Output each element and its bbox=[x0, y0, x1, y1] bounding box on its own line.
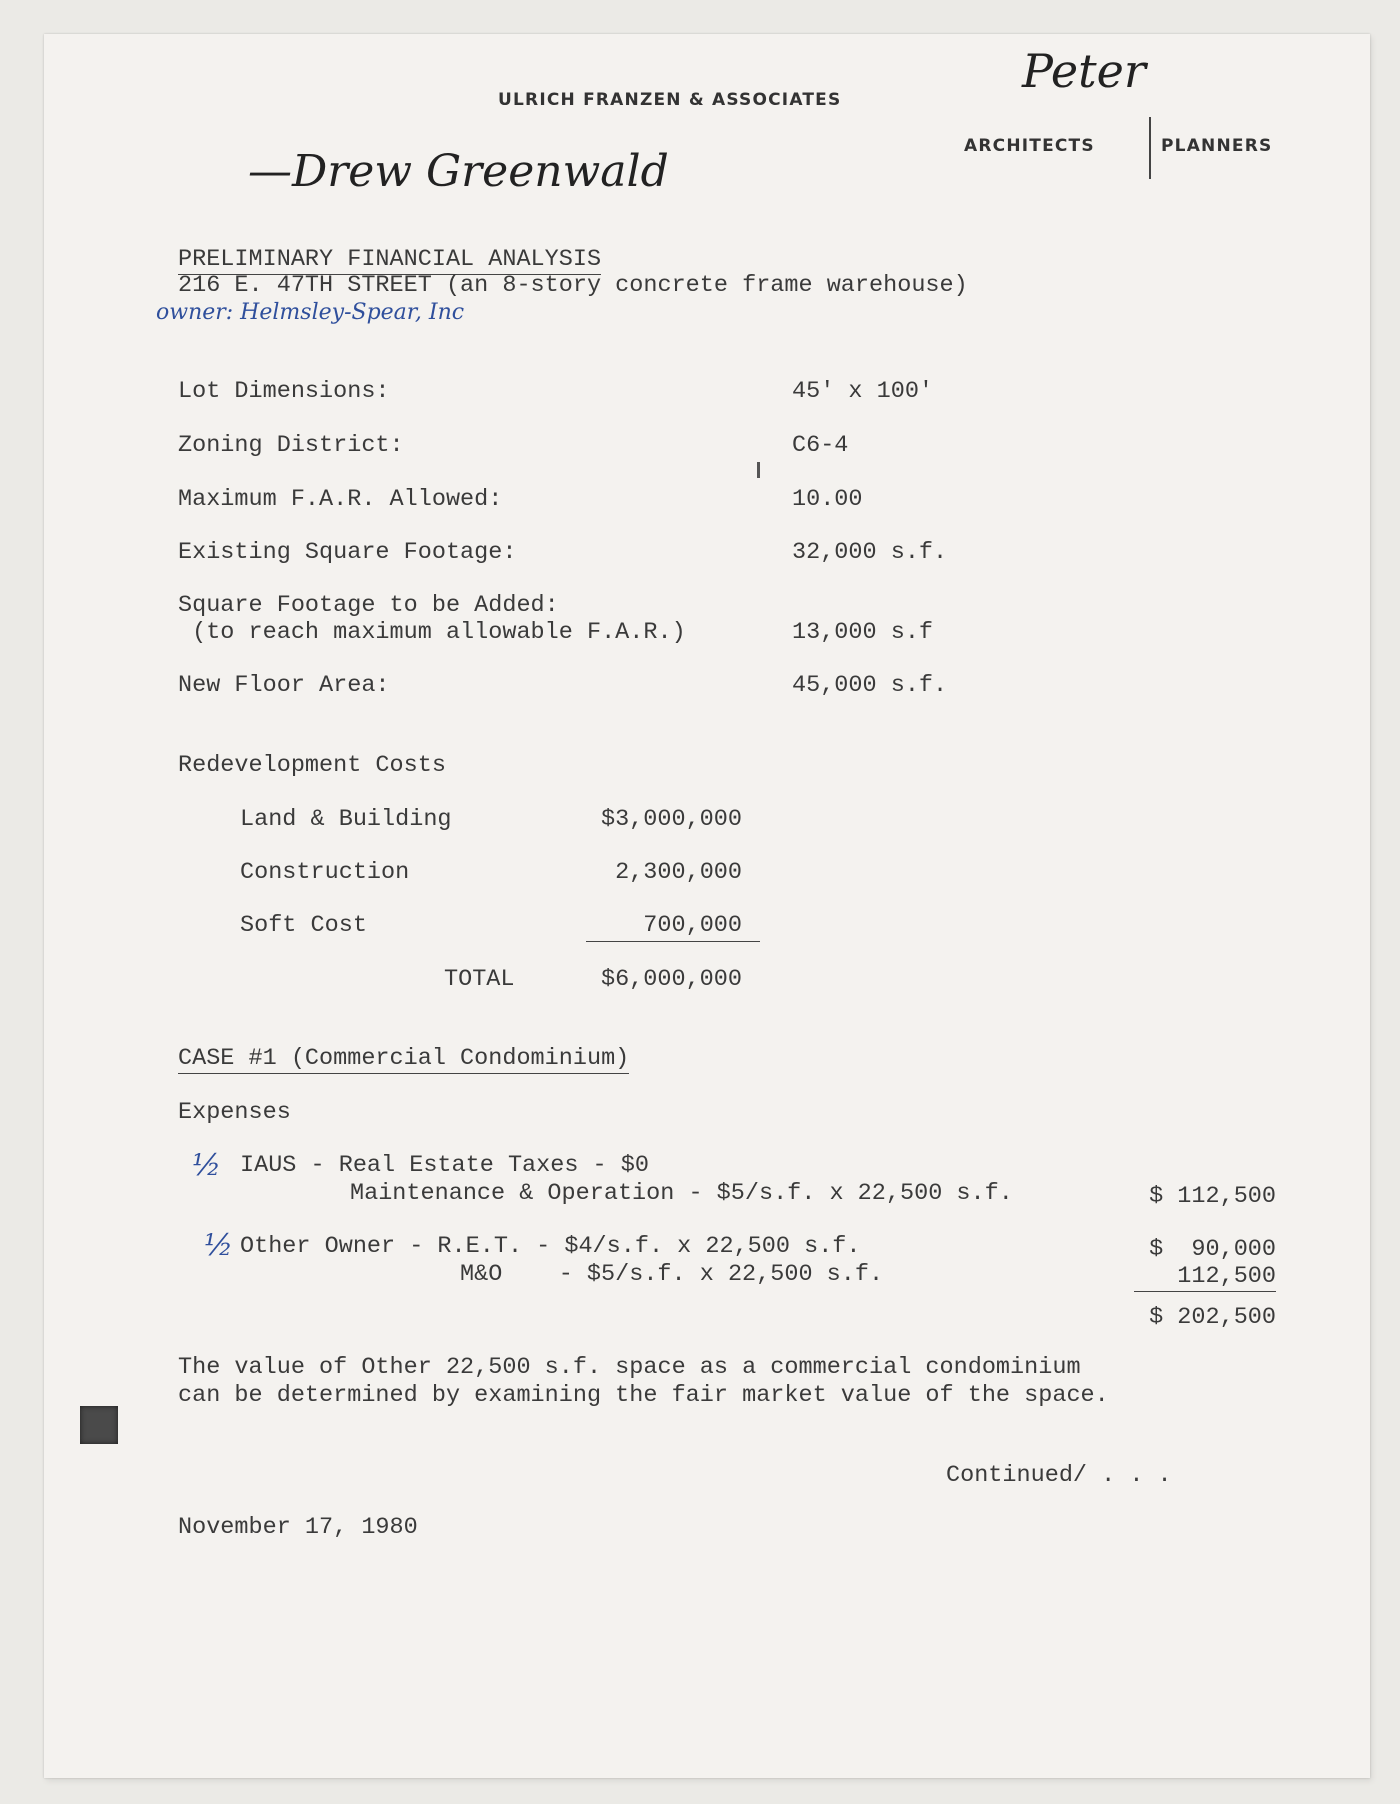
letterhead-architects: ARCHITECTS bbox=[964, 136, 1095, 156]
cost-value: 2,300,000 bbox=[615, 859, 742, 886]
fact-label-continued: (to reach maximum allowable F.A.R.) bbox=[178, 619, 686, 646]
letterhead-divider bbox=[1149, 117, 1151, 179]
handwritten-owner-note: owner: Helmsley-Spear, Inc bbox=[156, 300, 465, 325]
cost-label: Soft Cost bbox=[240, 912, 367, 939]
fact-label: Existing Square Footage: bbox=[178, 539, 517, 566]
document-title: PRELIMINARY FINANCIAL ANALYSIS bbox=[178, 246, 602, 273]
other-owner-line: Other Owner - R.E.T. - $4/s.f. x 22,500 s.f. bbox=[240, 1233, 861, 1260]
fact-label: Zoning District: bbox=[178, 432, 404, 459]
cost-label: Land & Building bbox=[240, 806, 452, 833]
document-subtitle: 216 E. 47TH STREET (an 8-story concrete frame warehouse) bbox=[178, 272, 968, 299]
cost-label: Construction bbox=[240, 859, 410, 886]
fact-value: 45,000 s.f. bbox=[792, 672, 948, 699]
pencil-tick-mark bbox=[757, 462, 760, 478]
expenses-label: Expenses bbox=[178, 1099, 291, 1126]
fact-value: 45' x 100' bbox=[792, 378, 934, 405]
section-title-redevelopment: Redevelopment Costs bbox=[178, 752, 446, 779]
other-owner-amount: $ 90,000 bbox=[1149, 1236, 1276, 1263]
total-value: $6,000,000 bbox=[600, 966, 742, 993]
fact-label: Maximum F.A.R. Allowed: bbox=[178, 486, 503, 513]
continued-note: Continued/ . . . bbox=[946, 1462, 1172, 1489]
paragraph-line: can be determined by examining the fair market value of the space. bbox=[178, 1382, 1109, 1409]
handwritten-name-peter: Peter bbox=[1022, 44, 1146, 98]
iaus-line: Maintenance & Operation - $5/s.f. x 22,500 s.f. bbox=[350, 1180, 1013, 1207]
paragraph-line: The value of Other 22,500 s.f. space as a commercial condominium bbox=[178, 1354, 1081, 1381]
fact-label: Square Footage to be Added: bbox=[178, 592, 559, 619]
cost-value: $3,000,000 bbox=[600, 806, 742, 833]
iaus-amount: $ 112,500 bbox=[1149, 1183, 1276, 1210]
subtotal-rule bbox=[1134, 1291, 1276, 1292]
fact-value: 32,000 s.f. bbox=[792, 539, 948, 566]
case-title: CASE #1 (Commercial Condominium) bbox=[178, 1045, 630, 1072]
handwritten-half-mark: ½ bbox=[192, 1148, 222, 1183]
fact-value: 13,000 s.f bbox=[792, 619, 934, 646]
total-label: TOTAL bbox=[444, 966, 515, 993]
fact-value: 10.00 bbox=[792, 486, 863, 513]
fact-label: New Floor Area: bbox=[178, 672, 390, 699]
fact-label: Lot Dimensions: bbox=[178, 378, 390, 405]
handwritten-half-mark: ½ bbox=[204, 1228, 234, 1263]
letterhead-firm-name: ULRICH FRANZEN & ASSOCIATES bbox=[498, 90, 842, 110]
document-date: November 17, 1980 bbox=[178, 1514, 418, 1541]
cost-value: 700,000 bbox=[643, 912, 742, 939]
fact-value: C6-4 bbox=[792, 432, 849, 459]
handwritten-name-drew: —Drew Greenwald bbox=[248, 146, 669, 197]
other-owner-line: M&O - $5/s.f. x 22,500 s.f. bbox=[460, 1261, 884, 1288]
other-owner-amount: 112,500 bbox=[1177, 1263, 1276, 1290]
subtotal-rule bbox=[586, 941, 760, 942]
iaus-line: IAUS - Real Estate Taxes - $0 bbox=[240, 1152, 649, 1179]
scan-mark bbox=[80, 1406, 118, 1444]
letterhead-planners: PLANNERS bbox=[1161, 136, 1273, 156]
other-owner-total: $ 202,500 bbox=[1149, 1304, 1276, 1331]
